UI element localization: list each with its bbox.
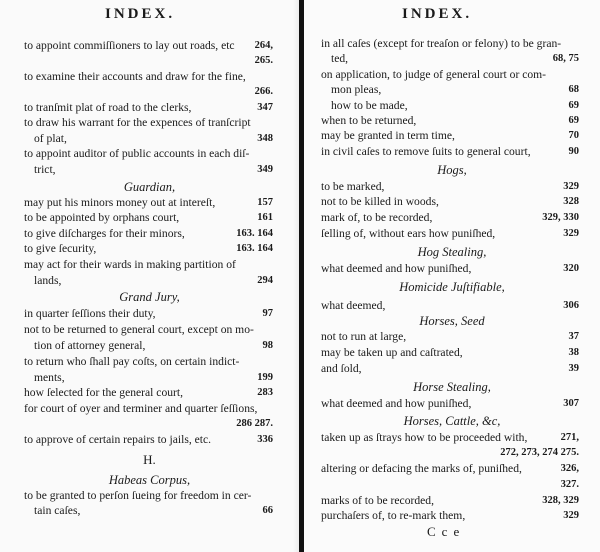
page-ref: 68 xyxy=(568,84,579,95)
index-entry-continuation: of plat, xyxy=(34,132,67,145)
index-entry-continuation: tion of attorney general, xyxy=(34,339,146,352)
index-entry: what deemed and how puniſhed, xyxy=(321,397,472,410)
page-ref: 347 xyxy=(257,102,273,113)
index-entry: in all caſes (except for treaſon or felony) to be gran- xyxy=(321,37,562,50)
index-entry: not to run at large, xyxy=(321,330,407,343)
page-ref: 70 xyxy=(568,130,579,141)
page-ref: 320 xyxy=(563,263,579,274)
section-heading-homicide-justifiable: Homicide Juſtifiable, xyxy=(399,280,505,294)
index-entry: to draw his warrant for the expences of tranſcript xyxy=(24,116,251,129)
index-entry-continuation: mon pleas, xyxy=(331,83,382,96)
index-entry: what deemed and how puniſhed, xyxy=(321,262,472,275)
page-ref: 272, 273, 274 275. xyxy=(500,447,579,458)
page-ref: 69 xyxy=(568,100,579,111)
index-entry: to approve of certain repairs to jails, etc. xyxy=(24,433,212,446)
page-ref: 38 xyxy=(568,347,579,358)
index-entry: to tranſmit plat of road to the clerks, xyxy=(24,101,192,114)
index-entry: to give ſecurity, xyxy=(24,242,97,255)
index-entry-continuation: ments, xyxy=(34,371,65,384)
index-entry: not to be killed in woods, xyxy=(321,195,439,208)
page-ref: 283 xyxy=(257,387,273,398)
index-entry: to appoint commiſſioners to lay out roads, etc xyxy=(24,39,235,52)
page-ref: 264, xyxy=(254,40,273,51)
index-entry-continuation: tain caſes, xyxy=(34,504,81,517)
signature-mark: Cce xyxy=(427,524,466,539)
page-ref: 163. 164 xyxy=(236,243,273,254)
page-ref: 199 xyxy=(257,372,273,383)
index-entry: in civil caſes to remove ſuits to general court, xyxy=(321,145,531,158)
page-ref: 265. xyxy=(254,55,273,66)
page-ref: 37 xyxy=(568,331,579,342)
page-ref: 336 xyxy=(257,434,273,445)
section-heading-hog-stealing: Hog Stealing, xyxy=(417,245,487,259)
section-heading-horses-cattle: Horses, Cattle, &c, xyxy=(403,414,501,428)
page-ref: 348 xyxy=(257,133,273,144)
page-ref: 294 xyxy=(257,275,273,286)
index-entry: taken up as ſtrays how to be proceeded with, xyxy=(321,431,528,444)
page-ref: 98 xyxy=(262,340,273,351)
index-entry-continuation: ted, xyxy=(331,52,349,65)
index-entry: how to be made, xyxy=(331,99,408,112)
index-entry: to examine their accounts and draw for the fine, xyxy=(24,70,246,83)
index-entry: when to be returned, xyxy=(321,114,417,127)
page-ref: 328 xyxy=(563,196,579,207)
page-ref: 66 xyxy=(262,505,273,516)
section-letter: H. xyxy=(143,452,156,467)
left-page-title: INDEX. xyxy=(105,6,176,22)
page-ref: 329 xyxy=(563,228,579,239)
page-ref: 306 xyxy=(563,300,579,311)
page-ref: 329, 330 xyxy=(542,212,579,223)
index-entry: how ſelected for the general court, xyxy=(24,386,184,399)
index-entry: marks of to be recorded, xyxy=(321,494,434,507)
page-ref: 90 xyxy=(568,146,579,157)
index-entry: to appoint auditor of public accounts in each diſ- xyxy=(24,147,250,160)
index-entry: may be taken up and caſtrated, xyxy=(321,346,463,359)
page-ref: 271, xyxy=(560,432,579,443)
page-ref: 326, xyxy=(560,463,579,474)
page-ref: 329 xyxy=(563,181,579,192)
index-entry: may act for their wards in making partition of xyxy=(24,258,236,271)
right-page-title: INDEX. xyxy=(402,6,473,22)
index-entry: altering or defacing the marks of, puniſhed, xyxy=(321,462,522,475)
page-ref: 69 xyxy=(568,115,579,126)
index-entry: in quarter ſeſſions their duty, xyxy=(24,307,156,320)
section-heading-grand-jury: Grand Jury, xyxy=(119,290,180,304)
index-entry-continuation: lands, xyxy=(34,274,62,287)
left-page xyxy=(0,0,299,552)
page-ref: 39 xyxy=(568,363,579,374)
section-heading-habeas-corpus: Habeas Corpus, xyxy=(108,473,191,487)
index-entry: for court of oyer and terminer and quarter ſeſſions, xyxy=(24,402,258,415)
page-ref: 307 xyxy=(563,398,579,409)
page-ref: 266. xyxy=(254,86,273,97)
right-page xyxy=(304,0,600,552)
index-entry: may be granted in term time, xyxy=(321,129,455,142)
index-entry: to be appointed by orphans court, xyxy=(24,211,180,224)
index-entry: purchaſers of, to re-mark them, xyxy=(321,509,466,522)
index-entry: to be marked, xyxy=(321,180,385,193)
index-entry: ſelling of, without ears how puniſhed, xyxy=(321,227,496,240)
section-heading-guardian: Guardian, xyxy=(123,180,176,194)
index-entry: not to be returned to general court, except on mo- xyxy=(24,323,254,336)
index-entry: may put his minors money out at intereſt, xyxy=(24,196,216,209)
page-ref: 157 xyxy=(257,197,273,208)
page-ref: 97 xyxy=(262,308,273,319)
section-heading-hogs: Hogs, xyxy=(437,163,467,177)
page-ref: 163. 164 xyxy=(236,228,273,239)
index-entry: on application, to judge of general court or com- xyxy=(321,68,547,81)
page-ref: 327. xyxy=(560,479,579,490)
index-entry: what deemed, xyxy=(321,299,386,312)
index-entry-continuation: trict, xyxy=(34,163,56,176)
index-entry: to give diſcharges for their minors, xyxy=(24,227,185,240)
index-entry: and ſold, xyxy=(321,362,362,375)
section-heading-horse-stealing: Horse Stealing, xyxy=(413,380,491,394)
page-ref: 329 xyxy=(563,510,579,521)
page-ref: 328, 329 xyxy=(542,495,579,506)
index-entry: to return who ſhall pay coſts, on certain indict- xyxy=(24,355,240,368)
page-ref: 286 287. xyxy=(236,418,273,429)
index-entry: to be granted to perſon ſueing for freedom in cer- xyxy=(24,489,252,502)
section-heading-horses-seed: Horses, Seed xyxy=(419,314,485,328)
index-entry: mark of, to be recorded, xyxy=(321,211,433,224)
page-ref: 68, 75 xyxy=(552,53,579,64)
page-ref: 349 xyxy=(257,164,273,175)
page-ref: 161 xyxy=(257,212,273,223)
